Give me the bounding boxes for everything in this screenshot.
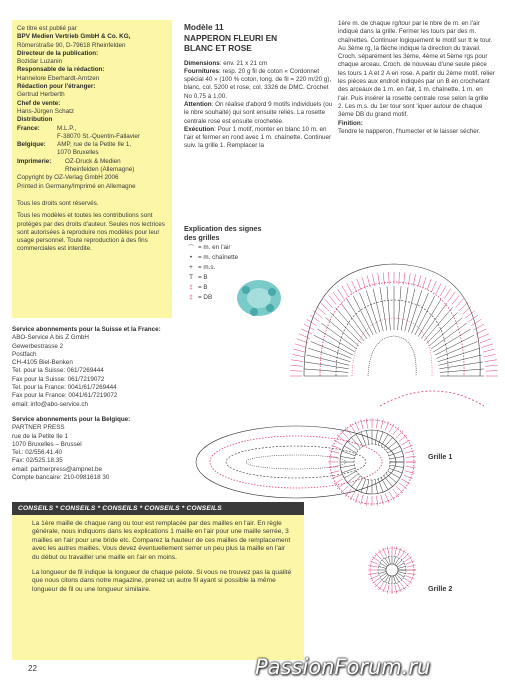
stitch-mark xyxy=(355,421,359,430)
legend-label: = m.s. xyxy=(198,263,216,271)
stitch-mark xyxy=(333,292,340,302)
stitch-mark xyxy=(438,348,480,362)
stitch-mark xyxy=(439,362,482,369)
stitch-mark xyxy=(378,432,383,445)
stitch-mark xyxy=(342,468,355,473)
stitch-mark xyxy=(290,371,302,372)
stitch-mark xyxy=(381,478,388,490)
stitch-mark xyxy=(331,475,340,479)
stitch-mark xyxy=(342,286,348,296)
stitch-mark xyxy=(403,553,409,559)
legend-item xyxy=(184,282,304,292)
stitch-mark xyxy=(401,479,410,484)
stitch-mark xyxy=(387,286,390,330)
stitch-mark xyxy=(400,582,405,589)
stitch-mark xyxy=(341,303,367,339)
grille-1-label: Grille 1 xyxy=(428,452,453,461)
stitch-mark xyxy=(429,318,462,347)
stitch-mark xyxy=(480,339,491,343)
stitch-mark xyxy=(400,550,405,557)
stitch-mark xyxy=(345,489,351,497)
stitch-mark xyxy=(366,290,380,332)
stitch-mark xyxy=(340,465,354,467)
pattern-instructions xyxy=(184,22,334,151)
execution-value: : Pour 1 motif, monter en blanc 10 m. en l'air et fermer en rond avec 1 m. chaînette. Continuer suiv. la grille 1. Remplacer la xyxy=(184,125,332,150)
stitch-mark xyxy=(375,430,377,444)
stitch-mark xyxy=(484,354,496,356)
stitch-mark xyxy=(422,277,426,288)
stitch-mark xyxy=(291,360,303,362)
stitch-mark xyxy=(341,486,348,493)
legend-item xyxy=(184,292,304,302)
stitch-mark xyxy=(389,424,394,433)
legend-label: = m. en l'air xyxy=(198,243,231,251)
stitch-mark xyxy=(444,289,451,299)
stitch-mark xyxy=(405,288,415,331)
belgium-subscription-details: PARTNER PRESS rue de la Petite Ile 1 1070 Bruxelles – Brussel Tel.: 02/556.41.40 Fax: 02/525.18.35 email: partnerpress@ampnet.be Compte bancaire: 210-0981618 30 xyxy=(12,424,110,482)
stitch-mark xyxy=(424,308,453,341)
foreign-editor-name: Gertrud Herberth xyxy=(17,91,65,99)
chain-stitch-icon: ⌒ xyxy=(187,244,195,252)
stitch-mark xyxy=(368,565,377,567)
stitch-mark xyxy=(476,329,487,334)
stitch-mark xyxy=(485,365,497,366)
stitch-mark xyxy=(395,585,397,594)
swiss-subscription-label: Service abonnements pour la Suisse et la France: xyxy=(12,326,161,333)
grille-2-label: Grille 2 xyxy=(428,584,453,593)
legend xyxy=(184,224,304,302)
stitch-mark xyxy=(399,483,407,489)
stitch-mark xyxy=(427,279,431,290)
stitch-mark xyxy=(342,451,355,456)
tips-header: CONSEILS * CONSEILS * CONSEILS * CONSEILS * CONSEILS xyxy=(12,502,304,515)
arch-stitches xyxy=(290,272,498,376)
stitch-mark xyxy=(340,456,354,458)
stitch-mark xyxy=(329,295,337,304)
legend-item xyxy=(184,262,304,272)
stitch-mark xyxy=(378,572,386,574)
stitch-mark xyxy=(433,329,471,352)
pattern-title: Modèle 11 NAPPERON FLEURI EN BLANC ET ROSE xyxy=(184,22,278,53)
stitch-mark xyxy=(362,277,366,288)
stitch-mark xyxy=(401,287,408,330)
dimensions-value: : env. 21 x 21 cm xyxy=(219,59,268,67)
stitch-mark xyxy=(384,437,393,448)
stitch-mark xyxy=(345,427,351,435)
stitch-mark xyxy=(393,489,399,497)
stitch-mark xyxy=(356,434,363,446)
belgium-subscription-label: Service abonnements pour la Belgique: xyxy=(12,415,131,423)
single-crochet-icon: + xyxy=(189,263,193,271)
stitch-mark xyxy=(368,573,377,575)
pattern-text xyxy=(184,60,334,151)
stitch-mark xyxy=(313,311,322,319)
supplies-label: Fournitures xyxy=(184,67,219,75)
stitch-mark xyxy=(295,344,306,348)
stitch-mark xyxy=(310,315,320,322)
stitch-mark xyxy=(383,273,384,285)
stitch-mark xyxy=(292,354,304,356)
stitch-mark xyxy=(403,445,412,449)
attention-label: Attention xyxy=(184,100,212,108)
stitch-mark xyxy=(389,468,402,473)
stitch-mark xyxy=(452,295,460,304)
stitch-mark xyxy=(301,329,312,334)
stitch-mark xyxy=(398,572,406,574)
stitch-mark xyxy=(308,348,350,362)
continued-text: 1ère m. de chaque rg/tour par le nbre de m. en l'air indiqué dans la grille. Fermer les tours par des m. chaînettes. Continuer logiquement le motif sur tt le tour. Au 3ème rg, la flèche indique la direction du travail. Croch. séparément les 3ème, 4ème et 5ème rgs pour chaque arceau. Croch. de nouveau d'une seule pièce les tours 1 A et 2 A en rose. A partir du 2ème motif, relier les pièces aux endroit indiqués par un B en crochetant des arceaux de 1 m. en l'air, 1 m. chaînette, 1 m. en l'air. Puis insérer la rosette centrale rose selon la grille 2. Les m.s. du 1er tour sont 'iquer autour de chaque 3ème DB du grand motif. xyxy=(338,20,495,119)
stitch-mark xyxy=(394,556,396,564)
legend-label: = B xyxy=(198,283,208,291)
stitch-mark xyxy=(386,474,397,483)
stitch-mark xyxy=(462,306,471,314)
director-name: Bozidar Luzanin xyxy=(17,58,63,66)
finishing-label: Finition xyxy=(338,119,361,127)
stitch-mark xyxy=(372,578,379,583)
stitch-mark xyxy=(330,312,361,343)
publisher-name: BPV Medien Vertrieb GmbH & Co. KG, xyxy=(17,33,131,41)
foreign-editor-label: Rédaction pour l'étranger: xyxy=(17,83,96,91)
stitch-mark xyxy=(440,369,484,372)
distribution-value: M.L.P., F-38070 St.-Quentin-Fallavier xyxy=(57,124,140,140)
stitch-mark xyxy=(367,276,370,288)
stitch-mark xyxy=(329,471,339,474)
stitch-mark xyxy=(485,360,497,362)
distribution-row xyxy=(17,141,168,158)
stitch-mark xyxy=(321,323,357,349)
stitch-mark xyxy=(373,288,383,331)
stitch-mark xyxy=(399,435,407,441)
tips-paragraph: La longueur de fil indique la longueur de chaque pelote. Si vous ne trouvez pas la qualité que nous citons dans notre magazine, prenez un autre fil ayant si possible la même longueur de fil ou une longueur similaire. xyxy=(32,569,292,593)
finishing-text: Tendre le napperon, l'humecter et le laisser sécher. xyxy=(338,127,481,135)
stitch-mark xyxy=(431,281,436,292)
stitch-mark xyxy=(366,496,367,506)
publisher-address: Römerstraße 90, D-79618 Rheinfelden xyxy=(17,41,126,49)
distribution-value: AMP, rue de la Petite Ile 1, 1070 Bruxelles xyxy=(57,141,132,157)
stitch-mark xyxy=(337,435,345,441)
stitch-mark xyxy=(336,308,365,341)
rights-block xyxy=(17,200,168,254)
stitch-mark xyxy=(406,466,416,467)
stitch-mark xyxy=(459,302,467,310)
stitch-mark xyxy=(317,329,355,352)
stitch-mark xyxy=(481,344,492,348)
stitch-mark xyxy=(361,432,366,445)
stitch-mark xyxy=(299,334,310,339)
stitch-mark xyxy=(388,576,390,584)
stitch-mark xyxy=(294,349,306,352)
editor-name: Hannelore Eberhardt-Arntzen xyxy=(17,74,100,82)
stitch-mark xyxy=(398,566,406,568)
stitch-mark xyxy=(483,349,495,352)
stitch-mark xyxy=(456,299,464,308)
distribution-country: France: xyxy=(17,124,40,132)
stitch-mark xyxy=(448,292,455,302)
stitch-mark xyxy=(465,311,474,319)
stitch-mark xyxy=(385,493,389,502)
stitch-mark xyxy=(384,476,393,487)
stitch-mark xyxy=(486,371,498,372)
stitch-mark xyxy=(440,286,446,296)
stitch-mark xyxy=(478,334,489,339)
legend-label: = B xyxy=(198,273,208,281)
stitch-mark xyxy=(317,306,326,314)
legend-label: = DB xyxy=(198,293,213,301)
stitch-mark xyxy=(388,471,400,478)
stitch-mark xyxy=(427,312,458,343)
rights-text: Tous les modèles et toutes les contributions sont protégés par des droits d'auteur. Seules nos lectrices sont autorisées à reproduire nos modèles pour leur usage personnel. Toute reproduction à des fins commerciales est interdite. xyxy=(17,212,165,253)
stitch-mark xyxy=(320,302,328,310)
stitch-mark xyxy=(385,421,389,430)
page-number: 22 xyxy=(28,664,37,673)
distribution-label: Distribution xyxy=(17,116,53,124)
stitch-mark xyxy=(304,369,348,372)
sales-label: Chef de vente: xyxy=(17,99,61,107)
stitch-mark xyxy=(291,365,303,366)
legend-item xyxy=(184,242,304,252)
stitch-mark xyxy=(357,279,361,290)
stitch-mark xyxy=(421,303,447,339)
pink-wave xyxy=(380,391,484,406)
legend-label: = m. chaînette xyxy=(198,253,239,261)
stitch-mark xyxy=(347,299,370,337)
stitch-mark xyxy=(390,456,404,458)
stitch-mark xyxy=(436,283,441,294)
double-crochet-icon: T xyxy=(189,273,193,281)
stitch-mark xyxy=(378,566,386,568)
stitch-mark xyxy=(387,585,389,594)
copyright: Copyright by OZ-Verlag GmbH 2006 Printed in Germany/Imprimé en Allemagne xyxy=(17,174,136,190)
stitch-mark xyxy=(381,434,388,446)
stitch-mark xyxy=(375,480,377,494)
stitch-mark xyxy=(413,274,415,286)
execution-label: Exécution xyxy=(184,125,215,133)
stitch-mark xyxy=(388,446,400,453)
stitch-mark xyxy=(388,556,390,564)
sales-name: Hans-Jürgen Schatz xyxy=(17,107,75,115)
stitch-mark xyxy=(404,273,405,285)
stitch-mark xyxy=(407,573,416,575)
rights-line: Tous les droits sont réservés. xyxy=(17,199,99,207)
stitch-mark xyxy=(380,287,387,330)
dimensions-label: Dimensions xyxy=(184,59,220,67)
stitch-mark xyxy=(334,440,343,445)
legend-title: Explication des signes des grilles xyxy=(184,224,262,242)
slip-stitch-icon: • xyxy=(189,253,193,261)
stitch-mark xyxy=(378,479,383,492)
stitch-mark xyxy=(352,281,357,292)
printing-label: Imprimerie: xyxy=(17,157,52,165)
printing-value: OZ-Druck & Medien Rheinfelden (Allemagne) xyxy=(65,157,135,174)
stitch-mark xyxy=(408,290,422,332)
pattern-continued xyxy=(338,20,495,136)
stitch-mark xyxy=(396,486,403,493)
stitch-mark xyxy=(326,318,359,347)
stitch-mark xyxy=(393,427,399,435)
publisher-label: Ce titre est publié par xyxy=(17,25,77,32)
treble-crochet-icon: ‡ xyxy=(189,293,193,301)
stitch-mark xyxy=(306,355,349,365)
stitch-mark xyxy=(471,319,481,326)
stitch-mark xyxy=(341,431,348,438)
distribution-country: Belgique: xyxy=(17,141,46,149)
stitch-mark xyxy=(431,323,467,349)
stitch-mark xyxy=(390,465,404,467)
attention-value: : On réalise d'abord 9 motifs individuels (ou le nbre souhaité) qui sont ensuite reliés. La rosette centrale rose est ensuite crochetée. xyxy=(184,100,333,125)
stitch-mark xyxy=(387,546,389,555)
stitch-mark xyxy=(439,355,482,365)
swiss-subscription-details: ABO-Service A bis Z GmbH Gewerbestrasse 2 Postfach CH-4105 Biel-Benken Tel. pour la Suisse: 061/7269444 Fax pour la Suisse: 061/7219072 Tel. pour la France: 0041/61/7269444 Fax pour la France: 0041/61/7219072 email: info@abo-service.ch xyxy=(12,334,118,408)
stitch-mark xyxy=(305,362,348,369)
stitch-mark xyxy=(386,441,397,450)
stitch-mark xyxy=(404,578,411,583)
stitch-mark xyxy=(361,479,366,492)
grille-2-spokes xyxy=(368,546,416,594)
director-label: Directeur de la publication: xyxy=(17,49,99,57)
stitch-mark xyxy=(399,272,400,284)
supplies-value: : resp. 20 g fil de coton « Cordonnet spécial 40 » (100 % coton, long. de fil = 220 m/20 g), blanc, col. 5200 et rose, col. 3326 de DMC. Crochet No 0,75 à 1,00. xyxy=(184,67,332,100)
distribution-row xyxy=(17,125,168,142)
stitch-mark xyxy=(375,553,381,559)
stitch-mark xyxy=(347,283,352,294)
tips-paragraph: La 1ère maille de chaque rang ou tour est remplacée par des mailles en l'air. En règle générale, nous indiquons dans les explications 1 maille en l'air pour une maille serrée, 3 mailles en l'air pour une bride etc. Comparez la hauteur de ces mailles de remplacement avec les autres mailles. Vous devez éventuellement serrer un peu plus la maille en l'air du début ou travailler une maille en l'air en moins. xyxy=(32,520,291,561)
stitch-mark xyxy=(389,451,402,456)
oval-motif xyxy=(196,426,396,498)
stitch-mark xyxy=(403,581,409,587)
editor-label: Responsable de la rédaction: xyxy=(17,66,105,74)
stitch-mark xyxy=(381,495,384,505)
grille-1-spokes xyxy=(328,418,416,506)
stitch-mark xyxy=(396,431,403,438)
stitch-mark xyxy=(418,299,441,337)
imprint-box xyxy=(12,20,172,318)
subscriptions-box xyxy=(12,326,172,496)
stitch-mark xyxy=(394,576,396,584)
stitch-mark xyxy=(395,546,397,555)
stitch-mark xyxy=(297,339,308,343)
pink-double-crochet-icon: ‡ xyxy=(189,283,193,291)
stitch-mark xyxy=(324,299,332,308)
legend-item xyxy=(184,252,304,262)
stitch-mark xyxy=(398,286,401,330)
stitch-mark xyxy=(468,315,478,322)
stitch-mark xyxy=(375,581,381,587)
stitch-mark xyxy=(418,276,421,288)
stitch-mark xyxy=(344,471,356,478)
finishing-colon: : xyxy=(360,119,363,127)
arch-motif xyxy=(304,264,480,376)
stitch-mark xyxy=(407,565,416,567)
stitch-mark xyxy=(337,289,344,299)
stitch-mark xyxy=(350,491,355,500)
stitch-mark xyxy=(337,483,345,489)
watermark: PassionForum.ru xyxy=(255,655,431,679)
stitch-mark xyxy=(389,272,390,284)
legend-item xyxy=(184,272,304,282)
printing-row xyxy=(17,158,168,175)
